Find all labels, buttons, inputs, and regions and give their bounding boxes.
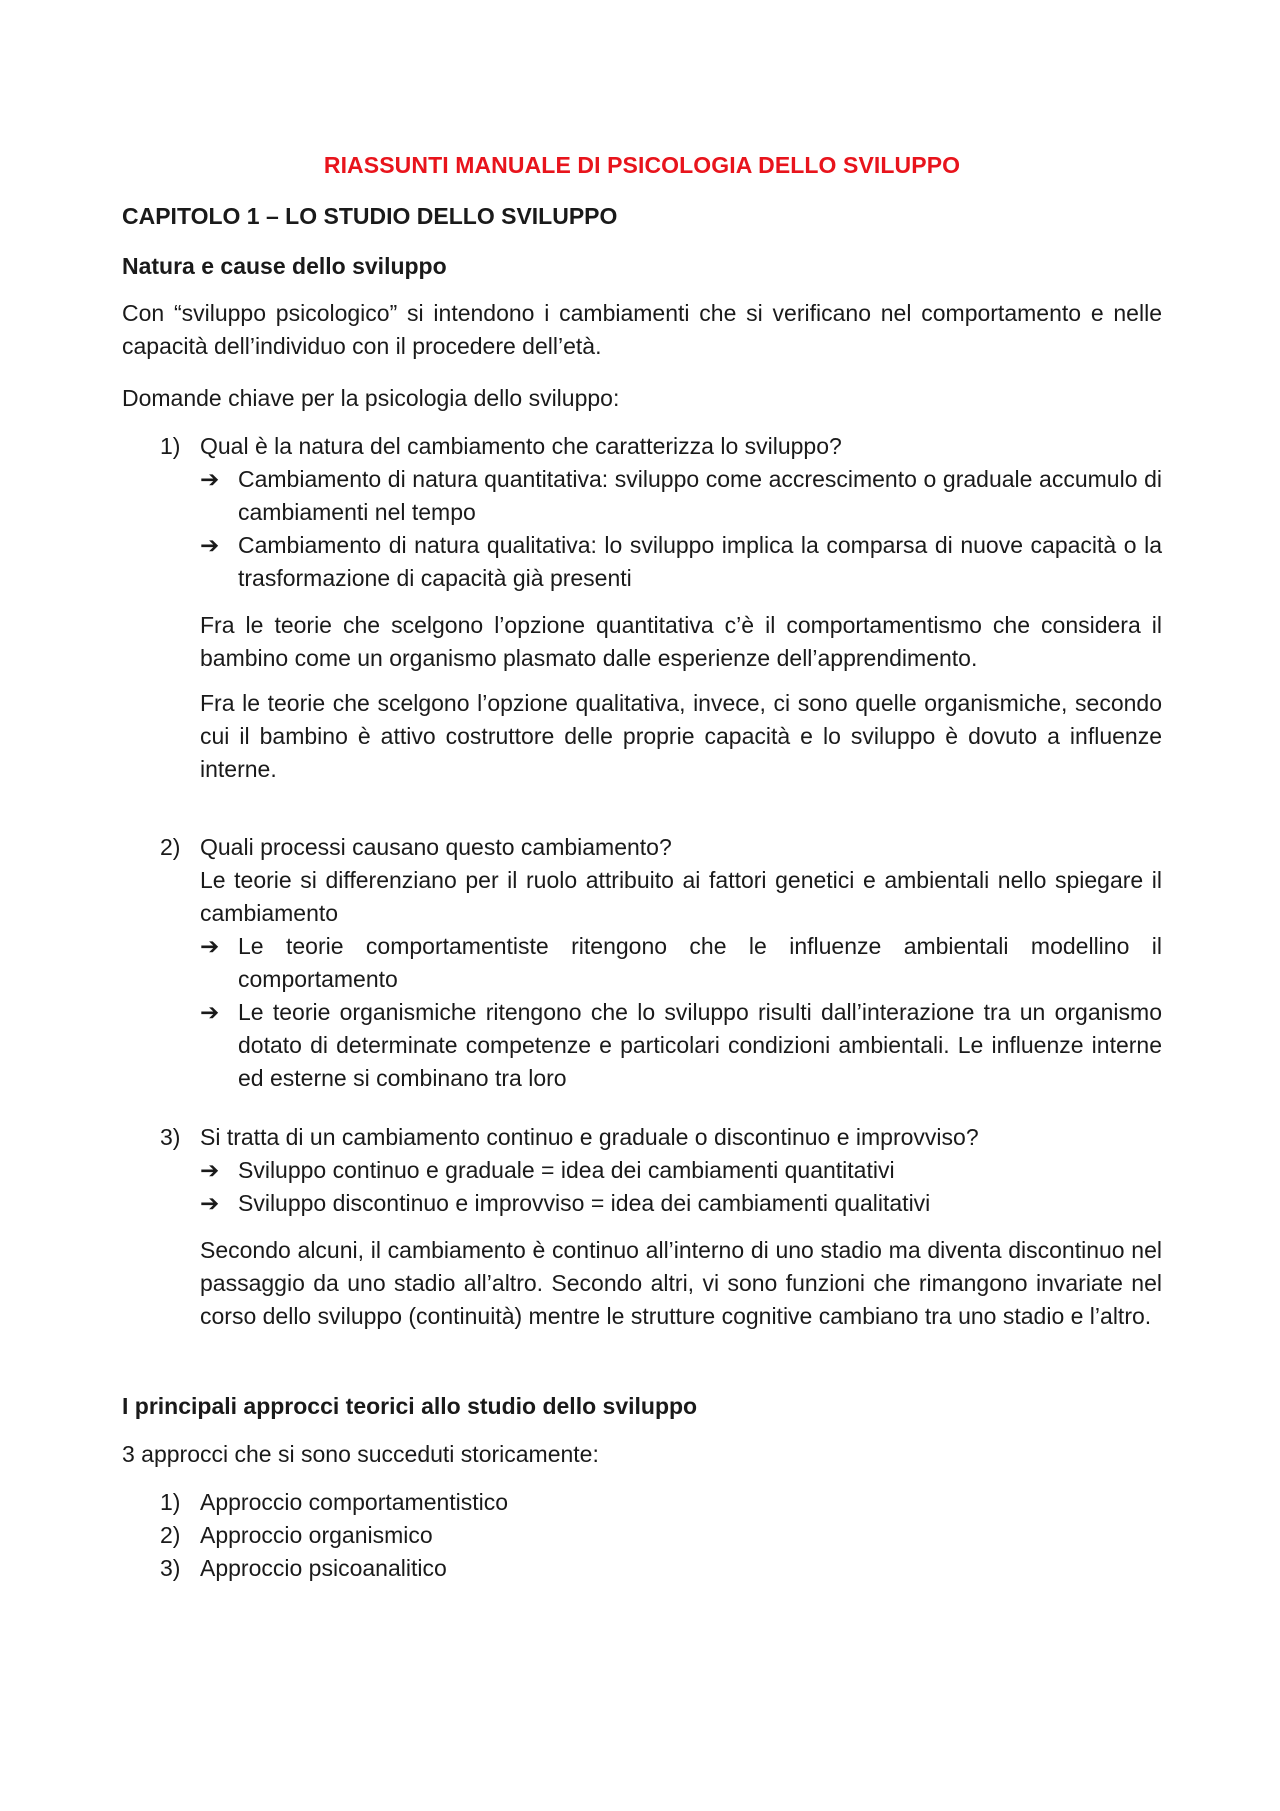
- list-item: [200, 1187, 1162, 1220]
- question-1-bullet-1: Cambiamento di natura quantitativa: sviluppo come accrescimento o graduale accumulo di cambiamenti nel tempo: [238, 466, 1162, 525]
- section-heading-approcci: I principali approcci teorici allo studio dello sviluppo: [122, 1393, 698, 1419]
- arrow-right-icon: ➔: [200, 466, 220, 492]
- question-3-text: Si tratta di un cambiamento continuo e graduale o discontinuo e improvviso?: [200, 1124, 979, 1150]
- approach-3-label: Approccio psicoanalitico: [200, 1555, 447, 1581]
- question-2-subtext: Le teorie si differenziano per il ruolo attribuito ai fattori genetici e ambientali nello spiegare il cambiamento: [200, 867, 1162, 926]
- question-3-paragraph: Secondo alcuni, il cambiamento è continuo all’interno di uno stadio ma diventa discontinuo nel passaggio da uno stadio all’altro. Secondo altri, vi sono funzioni che rimangono invariate nel corso dello sviluppo (continuità) mentre le strutture cognitive cambiano tra uno stadio e l’altro.: [200, 1237, 1162, 1329]
- approach-3-number: 3): [160, 1555, 181, 1581]
- list-item: [200, 529, 1162, 595]
- question-1-number: 1): [160, 433, 181, 459]
- arrow-right-icon: ➔: [200, 1157, 220, 1183]
- question-3-bullet-1: Sviluppo continuo e graduale = idea dei cambiamenti quantitativi: [238, 1157, 895, 1183]
- question-2-text: Quali processi causano questo cambiamento?: [200, 834, 672, 860]
- list-item: [200, 930, 1162, 996]
- question-2-number: 2): [160, 834, 181, 860]
- list-item: [160, 1486, 1162, 1519]
- question-2-bullet-2: Le teorie organismiche ritengono che lo sviluppo risulti dall’interazione tra un organismo dotato di determinate competenze e particolari condizioni ambientali. Le influenze interne ed esterne si combinano tra loro: [238, 999, 1162, 1091]
- intro-paragraph: Con “sviluppo psicologico” si intendono i cambiamenti che si verificano nel comportamento e nelle capacità dell’individuo con il procedere dell’età.: [122, 300, 1162, 359]
- list-item: [200, 1154, 1162, 1187]
- approach-1-label: Approccio comportamentistico: [200, 1489, 509, 1515]
- approaches-list: [160, 1486, 1162, 1585]
- list-item: [160, 1519, 1162, 1552]
- approach-2-label: Approccio organismico: [200, 1522, 433, 1548]
- questions-intro: Domande chiave per la psicologia dello sviluppo:: [122, 385, 620, 411]
- arrow-right-icon: ➔: [200, 999, 220, 1025]
- question-1-text: Qual è la natura del cambiamento che caratterizza lo sviluppo?: [200, 433, 842, 459]
- approaches-intro: 3 approcci che si sono succeduti storicamente:: [122, 1441, 599, 1467]
- approach-2-number: 2): [160, 1522, 181, 1548]
- question-1-paragraph-2: Fra le teorie che scelgono l’opzione qualitativa, invece, ci sono quelle organismiche, secondo cui il bambino è attivo costruttore delle proprie capacità e lo sviluppo è dovuto a influenze interne.: [200, 690, 1162, 782]
- chapter-heading: CAPITOLO 1 – LO STUDIO DELLO SVILUPPO: [122, 203, 618, 229]
- arrow-right-icon: ➔: [200, 933, 220, 959]
- list-item: [200, 996, 1162, 1095]
- question-2-bullet-1: Le teorie comportamentiste ritengono che le influenze ambientali modellino il comportamento: [238, 933, 1162, 992]
- approach-1-number: 1): [160, 1489, 181, 1515]
- question-3-block: [160, 1121, 1162, 1333]
- list-item: [160, 1552, 1162, 1585]
- document-title: RIASSUNTI MANUALE DI PSICOLOGIA DELLO SVILUPPO: [323, 152, 961, 178]
- section-heading-natura: Natura e cause dello sviluppo: [122, 253, 447, 279]
- question-1-paragraph-1: Fra le teorie che scelgono l’opzione quantitativa c’è il comportamentismo che considera il bambino come un organismo plasmato dalle esperienze dell’apprendimento.: [200, 612, 1162, 671]
- arrow-right-icon: ➔: [200, 1190, 220, 1216]
- question-3-bullet-2: Sviluppo discontinuo e improvviso = idea dei cambiamenti qualitativi: [238, 1190, 931, 1216]
- question-1-bullet-2: Cambiamento di natura qualitativa: lo sviluppo implica la comparsa di nuove capacità o la trasformazione di capacità già presenti: [238, 532, 1162, 591]
- question-3-number: 3): [160, 1124, 181, 1150]
- question-1-block: [160, 430, 1162, 786]
- question-2-block: [160, 831, 1162, 1095]
- arrow-right-icon: ➔: [200, 532, 220, 558]
- list-item: [200, 463, 1162, 529]
